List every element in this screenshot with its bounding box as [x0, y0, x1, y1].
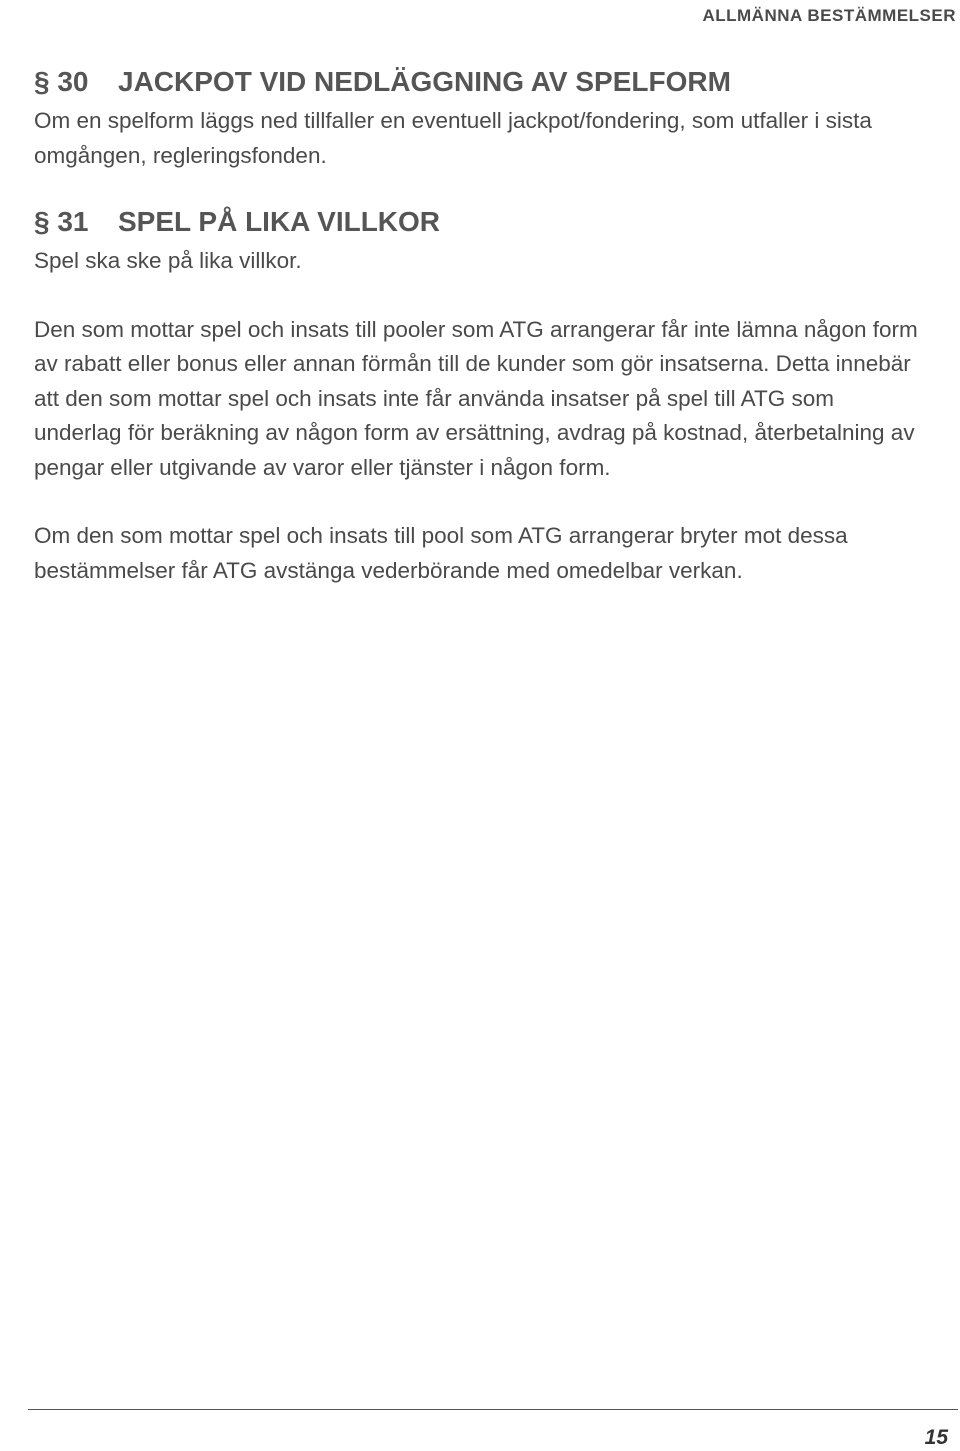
page-number: 15	[924, 1426, 948, 1449]
section-heading	[34, 204, 920, 240]
section-paragraph: Om en spelform läggs ned tillfaller en eventuell jackpot/fondering, som utfaller i sista omgången, regleringsfonden.	[34, 108, 872, 168]
section-number: § 31	[34, 206, 89, 237]
footer-divider	[28, 1409, 958, 1410]
section-heading	[34, 64, 920, 100]
section-title: SPEL PÅ LIKA VILLKOR	[118, 206, 441, 237]
section-paragraph: Om den som mottar spel och insats till pool som ATG arrangerar bryter mot dessa bestämmelser får ATG avstänga vederbörande med omedelbar verkan.	[34, 523, 848, 583]
section-31	[34, 204, 920, 588]
section-title: JACKPOT VID NEDLÄGGNING AV SPELFORM	[118, 66, 731, 97]
section-number: § 30	[34, 66, 89, 97]
section-30	[34, 64, 920, 173]
section-paragraph: Spel ska ske på lika villkor.	[34, 248, 302, 273]
running-header: ALLMÄNNA BESTÄMMELSER	[702, 6, 956, 25]
section-paragraph: Den som mottar spel och insats till pooler som ATG arrangerar får inte lämna någon form av rabatt eller bonus eller annan förmån till de kunder som gör insatserna. Detta innebär att den som mottar spel och insats inte får använda insatser på spel till ATG som underlag för beräkning av någon form av ersättning, avdrag på kostnad, återbetalning av pengar eller utgivande av varor eller tjänster i någon form.	[34, 316, 918, 480]
